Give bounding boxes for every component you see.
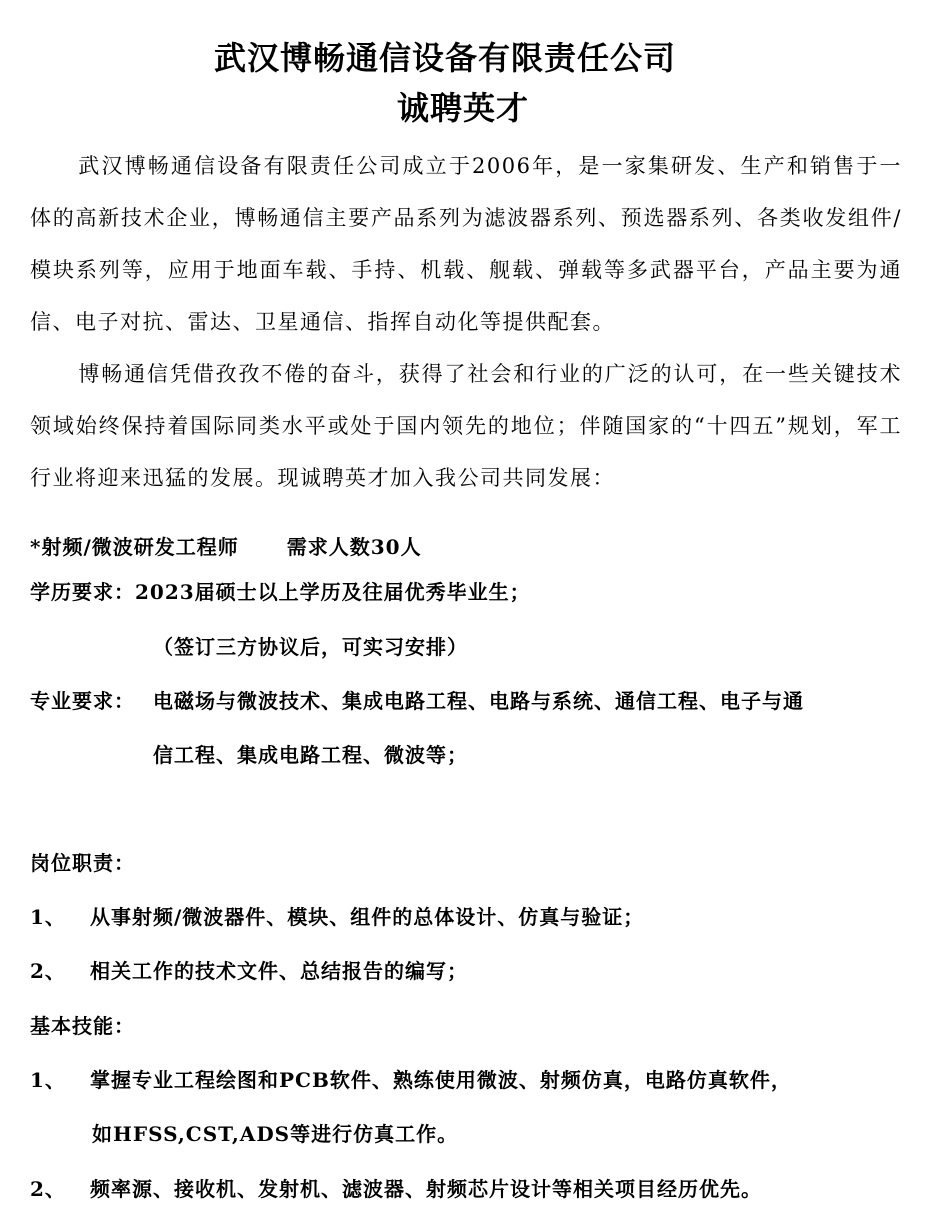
skill-text: 频率源、接收机、发射机、滤波器、射频芯片设计等相关项目经历优先。 <box>90 1177 762 1201</box>
skill-number: 1、 <box>30 1068 66 1092</box>
education-note: （签订三方协议后，可实习安排） <box>153 635 468 659</box>
position-title: *射频/微波研发工程师 <box>30 535 239 559</box>
education-line <box>30 574 531 610</box>
duty-item <box>30 899 644 935</box>
major-line-1: 电磁场与微波技术、集成电路工程、电路与系统、通信工程、电子与通 <box>153 689 804 713</box>
intro-paragraph-1: 武汉博畅通信设备有限责任公司成立于2006年，是一家集研发、生产和销售于一体的高新技术企业，博畅通信主要产品系列为滤波器系列、预选器系列、各类收发组件/模块系列等，应用于地面车载、手持、机载、舰载、弹载等多武器平台，产品主要为通信、电子对抗、雷达、卫星通信、指挥自动化等提供配套。 <box>30 154 902 334</box>
skill-item <box>30 1171 762 1207</box>
major-label: 专业要求： <box>30 689 135 713</box>
education-label: 学历要求： <box>30 580 135 604</box>
position-line <box>30 529 422 565</box>
position-headcount: 需求人数30人 <box>286 535 422 559</box>
intro-paragraph-2: 博畅通信凭借孜孜不倦的奋斗，获得了社会和行业的广泛的认可，在一些关键技术领域始终保持着国际同类水平或处于国内领先的地位；伴随国家的“十四五”规划，军工行业将迎来迅猛的发展。现诚聘英才加入我公司共同发展： <box>30 362 902 490</box>
major-line-2: 信工程、集成电路工程、微波等； <box>153 743 468 767</box>
duty-item <box>30 953 468 989</box>
skills-heading: 基本技能： <box>30 1014 135 1038</box>
duty-number: 2、 <box>30 959 66 983</box>
skill-text-continued: 如HFSS,CST,ADS等进行仿真工作。 <box>92 1122 459 1146</box>
duty-text: 相关工作的技术文件、总结报告的编写； <box>90 959 468 983</box>
company-title: 武汉博畅通信设备有限责任公司 <box>213 39 676 77</box>
skill-text: 掌握专业工程绘图和PCB软件、熟练使用微波、射频仿真，电路仿真软件， <box>90 1068 792 1092</box>
page-subtitle: 诚聘英才 <box>396 89 529 127</box>
duties-heading: 岗位职责： <box>30 851 135 875</box>
skill-number: 2、 <box>30 1177 66 1201</box>
duty-number: 1、 <box>30 905 66 929</box>
education-value: 2023届硕士以上学历及往届优秀毕业生； <box>135 580 531 604</box>
skill-item <box>30 1062 792 1098</box>
duty-text: 从事射频/微波器件、模块、组件的总体设计、仿真与验证； <box>90 905 645 929</box>
